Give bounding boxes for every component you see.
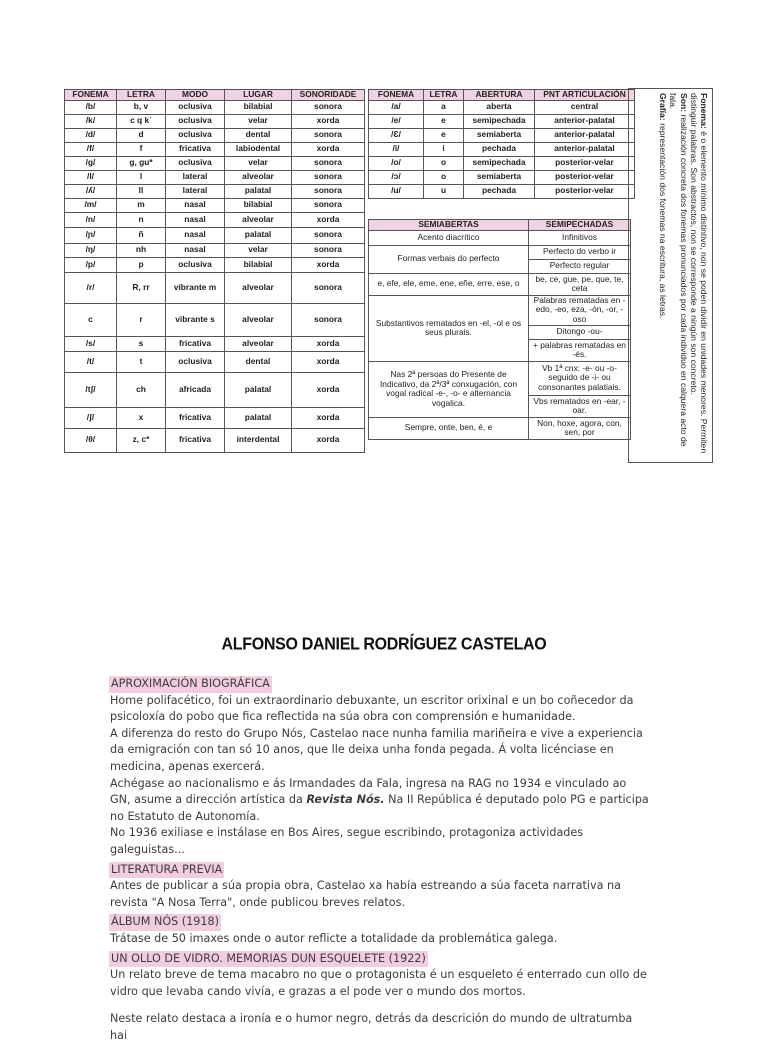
table-cell: nh bbox=[117, 243, 166, 257]
table-cell: /i/ bbox=[369, 142, 424, 156]
table-row bbox=[65, 184, 365, 198]
table-cell: o bbox=[424, 170, 464, 184]
table-row bbox=[65, 372, 365, 407]
table-cell: xorda bbox=[292, 142, 365, 156]
table-row bbox=[369, 295, 631, 325]
table-cell: oclusiva bbox=[166, 257, 225, 272]
table-row bbox=[369, 230, 631, 245]
table-cell: Palabras rematadas en -edo, -eo, eza, -ón, -or, -oso bbox=[529, 295, 631, 325]
table-cell: n bbox=[117, 212, 166, 227]
table-row bbox=[369, 142, 635, 156]
table-row bbox=[369, 184, 635, 198]
paragraph: A diferenza do resto do Grupo Nós, Castelao nace nunha familia mariñeira e vive a experiencia da emigración con tan só 10 anos, que lle deixa unha fonda pegada. Á volta licénciase en medicina, apenas exercerá. bbox=[110, 726, 643, 773]
table-row bbox=[65, 170, 365, 184]
table-cell: z, c* bbox=[117, 428, 166, 452]
table-cell: /ʃ/ bbox=[65, 407, 117, 428]
paragraph-text: Na II República é deputado polo PG e participa no Estatuto de Autonomía. bbox=[110, 793, 649, 823]
table-cell: oclusiva bbox=[166, 100, 225, 114]
table-row bbox=[65, 227, 365, 243]
table-cell: semipechada bbox=[464, 114, 535, 128]
table-cell: o bbox=[424, 156, 464, 170]
table-cell: palatal bbox=[225, 407, 292, 428]
definition-text: é o elemento mínimo distintivo, non se poden dividir en unidades menores. Permiten distinguir palabras. Son abstractos, non se corresponde a ningún son concreto. bbox=[688, 93, 709, 454]
definition-son bbox=[668, 93, 688, 456]
table-cell: Substantivos rematados en -el, -ol e os seus plurais. bbox=[369, 295, 529, 361]
table-cell: xorda bbox=[292, 372, 365, 407]
paragraph: Trátase de 50 imaxes onde o autor reflicte a totalidade da problemática galega. bbox=[110, 931, 558, 945]
table-cell: anterior-palatal bbox=[535, 114, 635, 128]
section-heading: UN OLLO DE VIDRO. MEMORIAS DUN ESQUELETE (1922) bbox=[109, 951, 428, 968]
table-header-row bbox=[369, 90, 635, 101]
table-cell: sonora bbox=[292, 184, 365, 198]
table-cell: g, gu* bbox=[117, 156, 166, 170]
table-cell: t bbox=[117, 351, 166, 372]
table-cell: sonora bbox=[292, 198, 365, 212]
table-cell: /ɲ/ bbox=[65, 227, 117, 243]
table-cell: ch bbox=[117, 372, 166, 407]
definition-fonema bbox=[689, 93, 709, 456]
table-cell: alveolar bbox=[225, 272, 292, 303]
table-row bbox=[65, 351, 365, 372]
table-cell: be, ce, gue, pe, que, te, ceta bbox=[529, 273, 631, 295]
paragraph: Antes de publicar a súa propia obra, Castelao xa había estreando a súa faceta narrativa na revista "A Nosa Terra", onde publicou breves relatos. bbox=[110, 879, 621, 909]
table-cell: d bbox=[117, 128, 166, 142]
table-cell: posterior-velar bbox=[535, 184, 635, 198]
paragraph: No 1936 exiliase e instálase en Bos Aires, segue escribindo, protagoniza actividades galeguistas... bbox=[110, 826, 584, 856]
table-cell: /g/ bbox=[65, 156, 117, 170]
table-cell: velar bbox=[225, 156, 292, 170]
paragraph: Un relato breve de tema macabro no que o protagonista é un esqueleto é enterrado cun ollo de vidro que levaba cando vivía, e grazas a el pode ver o mundo dos mortos. bbox=[110, 968, 647, 998]
table-cell: sonora bbox=[292, 156, 365, 170]
table-row bbox=[65, 128, 365, 142]
table-cell: e bbox=[424, 114, 464, 128]
table-cell: xorda bbox=[292, 428, 365, 452]
table-cell: sonora bbox=[292, 128, 365, 142]
table-cell: /u/ bbox=[369, 184, 424, 198]
table-cell: sonora bbox=[292, 303, 365, 336]
table-cell: vibrante s bbox=[166, 303, 225, 336]
table-header-row bbox=[65, 90, 365, 101]
table-cell: velar bbox=[225, 114, 292, 128]
column-header: LUGAR bbox=[225, 90, 292, 101]
paragraph bbox=[110, 776, 650, 826]
table-cell: /o/ bbox=[369, 156, 424, 170]
table-cell: dental bbox=[225, 128, 292, 142]
table-cell: l bbox=[117, 170, 166, 184]
table-row bbox=[369, 273, 631, 295]
table-row bbox=[369, 100, 635, 114]
table-cell: /f/ bbox=[65, 142, 117, 156]
table-cell: sonora bbox=[292, 272, 365, 303]
table-cell: sonora bbox=[292, 100, 365, 114]
table-cell: /d/ bbox=[65, 128, 117, 142]
table-cell: lateral bbox=[166, 170, 225, 184]
table-cell: Perfecto regular bbox=[529, 259, 631, 273]
table-row bbox=[65, 257, 365, 272]
magazine-title: Revista Nós. bbox=[306, 793, 385, 807]
table-cell: Nas 2ª persoas do Presente de Indicativo, da 2ª/3ª conxugación, con vogal radical -e-, -o- e alternancia vogalica. bbox=[369, 361, 529, 417]
table-row bbox=[65, 336, 365, 351]
table-cell: alveolar bbox=[225, 212, 292, 227]
article-title: ALFONSO DANIEL RODRÍGUEZ CASTELAO bbox=[221, 635, 547, 654]
table-cell: /m/ bbox=[65, 198, 117, 212]
table-cell: aberta bbox=[464, 100, 535, 114]
table-cell: oclusiva bbox=[166, 128, 225, 142]
table-row bbox=[65, 198, 365, 212]
table-cell: fricativa bbox=[166, 336, 225, 351]
definition-text: realización concreta dos fonemas pronunciados por cada individuo en calquera acto de fala. bbox=[668, 93, 689, 447]
table-row bbox=[369, 128, 635, 142]
table-row bbox=[65, 114, 365, 128]
definition-grafia bbox=[658, 93, 668, 456]
definition-term: Fonema: bbox=[699, 93, 709, 129]
table-cell: xorda bbox=[292, 336, 365, 351]
table-row bbox=[369, 170, 635, 184]
column-header: MODO bbox=[166, 90, 225, 101]
table-cell: alveolar bbox=[225, 303, 292, 336]
table-cell: interdental bbox=[225, 428, 292, 452]
column-header: SONORIDADE bbox=[292, 90, 365, 101]
table-cell: xorda bbox=[292, 114, 365, 128]
column-header: LETRA bbox=[117, 90, 166, 101]
table-cell: Non, hoxe, agora, con, sen, por bbox=[529, 417, 631, 439]
table-cell: palatal bbox=[225, 372, 292, 407]
table-cell: u bbox=[424, 184, 464, 198]
table-cell: /l/ bbox=[65, 170, 117, 184]
definitions-text bbox=[629, 89, 712, 460]
table-cell: xorda bbox=[292, 212, 365, 227]
table-cell: /e/ bbox=[369, 114, 424, 128]
table-cell: xorda bbox=[292, 351, 365, 372]
table-cell: semipechada bbox=[464, 156, 535, 170]
table-cell: alveolar bbox=[225, 336, 292, 351]
table-cell: lateral bbox=[166, 184, 225, 198]
table-cell: /k/ bbox=[65, 114, 117, 128]
table-row bbox=[369, 114, 635, 128]
table-cell: m bbox=[117, 198, 166, 212]
table-cell: i bbox=[424, 142, 464, 156]
table-cell: fricativa bbox=[166, 407, 225, 428]
table-cell: labiodental bbox=[225, 142, 292, 156]
table-cell: semiaberta bbox=[464, 128, 535, 142]
column-header: ABERTURA bbox=[464, 90, 535, 101]
table-cell: ñ bbox=[117, 227, 166, 243]
table-cell: bilabial bbox=[225, 100, 292, 114]
table-row bbox=[65, 407, 365, 428]
table-cell: alveolar bbox=[225, 170, 292, 184]
table-cell: R, rr bbox=[117, 272, 166, 303]
table-cell: central bbox=[535, 100, 635, 114]
paragraph-text: Achégase ao nacionalismo e ás Irmandades da Fala, ingresa na RAG no 1934 e vinculado ao GN, asume a dirección artística da bbox=[110, 776, 627, 807]
table-cell: pechada bbox=[464, 184, 535, 198]
table-cell: Vbs rematados en -ear, -oar. bbox=[529, 395, 631, 417]
table-row bbox=[65, 212, 365, 227]
definitions-box bbox=[628, 88, 713, 463]
definition-term: Grafía: bbox=[658, 93, 669, 121]
table-cell: oclusiva bbox=[166, 351, 225, 372]
table-row bbox=[65, 243, 365, 257]
table-cell: x bbox=[117, 407, 166, 428]
table-cell: xorda bbox=[292, 257, 365, 272]
table-cell: Vb 1ª cnx: -e- ou -o- seguido de -i- ou consonantes palatiais. bbox=[529, 361, 631, 395]
table-row bbox=[369, 361, 631, 395]
table-row bbox=[65, 272, 365, 303]
table-cell: anterior-palatal bbox=[535, 142, 635, 156]
table-cell: pechada bbox=[464, 142, 535, 156]
section-heading: APROXIMACIÓN BIOGRÁFICA bbox=[109, 676, 272, 693]
definition-text: representación dos fonemas na escritura, as letras. bbox=[658, 120, 669, 319]
table-cell: a bbox=[424, 100, 464, 114]
table-cell: /a/ bbox=[369, 100, 424, 114]
table-cell: r bbox=[117, 303, 166, 336]
table-cell: sonora bbox=[292, 170, 365, 184]
table-cell: ll bbox=[117, 184, 166, 198]
section-heading: ÁLBUM NÓS (1918) bbox=[109, 914, 221, 931]
vowel-phoneme-table bbox=[368, 89, 635, 199]
definition-term: Son: bbox=[678, 93, 689, 113]
table-row bbox=[369, 156, 635, 170]
table-cell: Perfecto do verbo ir bbox=[529, 245, 631, 259]
table-cell: sonora bbox=[292, 227, 365, 243]
table-cell: /b/ bbox=[65, 100, 117, 114]
table-cell: palatal bbox=[225, 184, 292, 198]
table-cell: Ditongo -ou- bbox=[529, 325, 631, 339]
table-cell: /r/ bbox=[65, 272, 117, 303]
table-row bbox=[369, 245, 631, 259]
table-cell: /s/ bbox=[65, 336, 117, 351]
table-cell: /n/ bbox=[65, 212, 117, 227]
accent-rules-table bbox=[368, 219, 631, 440]
table-cell: /ʎ/ bbox=[65, 184, 117, 198]
table-cell: anterior-palatal bbox=[535, 128, 635, 142]
table-cell: /t/ bbox=[65, 351, 117, 372]
table-cell: Acento diacrítico bbox=[369, 230, 529, 245]
table-row bbox=[65, 142, 365, 156]
table-cell: dental bbox=[225, 351, 292, 372]
table-cell: /tʃ/ bbox=[65, 372, 117, 407]
table-cell: palatal bbox=[225, 227, 292, 243]
table-cell: e, efe, ele, eme, ene, eñe, erre, ese, o bbox=[369, 273, 529, 295]
table-cell: xorda bbox=[292, 407, 365, 428]
article-body bbox=[110, 676, 650, 1044]
table-cell: /p/ bbox=[65, 257, 117, 272]
table-cell: fricativa bbox=[166, 428, 225, 452]
table-row bbox=[65, 156, 365, 170]
table-row bbox=[65, 100, 365, 114]
table-cell: + palabras rematadas en -és. bbox=[529, 339, 631, 361]
table-cell: s bbox=[117, 336, 166, 351]
table-row bbox=[369, 417, 631, 439]
table-header-row bbox=[369, 220, 631, 231]
table-cell: oclusiva bbox=[166, 156, 225, 170]
table-cell: posterior-velar bbox=[535, 170, 635, 184]
table-cell: Formas verbais do perfecto bbox=[369, 245, 529, 273]
table-cell: /ŋ/ bbox=[65, 243, 117, 257]
column-header: SEMIABERTAS bbox=[369, 220, 529, 231]
table-cell: c q k˙ bbox=[117, 114, 166, 128]
table-row bbox=[65, 428, 365, 452]
table-cell: bilabial bbox=[225, 198, 292, 212]
table-cell: bilabial bbox=[225, 257, 292, 272]
column-header: LETRA bbox=[424, 90, 464, 101]
table-cell: posterior-velar bbox=[535, 156, 635, 170]
table-cell: nasal bbox=[166, 243, 225, 257]
table-cell: b, v bbox=[117, 100, 166, 114]
table-cell: sonora bbox=[292, 243, 365, 257]
table-cell: nasal bbox=[166, 212, 225, 227]
paragraph: Neste relato destaca a ironía e o humor negro, detrás da descrición do mundo de ultratumba hai bbox=[110, 1012, 633, 1042]
table-cell: /Ɛ/ bbox=[369, 128, 424, 142]
table-cell: Sempre, onte, ben, é, e bbox=[369, 417, 529, 439]
paragraph: Home polifacético, foi un extraordinario debuxante, un escritor orixinal e un bo coñecedor da psicoloxía do pobo que fica reflectida na súa obra con comprensión e humanidade. bbox=[110, 693, 634, 724]
table-cell: semiaberta bbox=[464, 170, 535, 184]
table-cell: vibrante m bbox=[166, 272, 225, 303]
table-cell: fricativa bbox=[166, 142, 225, 156]
table-cell: p bbox=[117, 257, 166, 272]
column-header: PNT ARTICULACIÓN bbox=[535, 90, 635, 101]
table-cell: /ɔ/ bbox=[369, 170, 424, 184]
table-row bbox=[65, 303, 365, 336]
table-cell: c bbox=[65, 303, 117, 336]
consonant-phoneme-table bbox=[64, 89, 365, 453]
table-cell: africada bbox=[166, 372, 225, 407]
column-header: SEMIPECHADAS bbox=[529, 220, 631, 231]
section-heading: LITERATURA PREVIA bbox=[109, 862, 224, 879]
column-header: FONEMA bbox=[65, 90, 117, 101]
table-cell: e bbox=[424, 128, 464, 142]
table-cell: f bbox=[117, 142, 166, 156]
table-cell: velar bbox=[225, 243, 292, 257]
column-header: FONEMA bbox=[369, 90, 424, 101]
table-cell: /θ/ bbox=[65, 428, 117, 452]
table-cell: nasal bbox=[166, 198, 225, 212]
table-cell: nasal bbox=[166, 227, 225, 243]
table-cell: oclusiva bbox=[166, 114, 225, 128]
table-cell: Infinitivos bbox=[529, 230, 631, 245]
